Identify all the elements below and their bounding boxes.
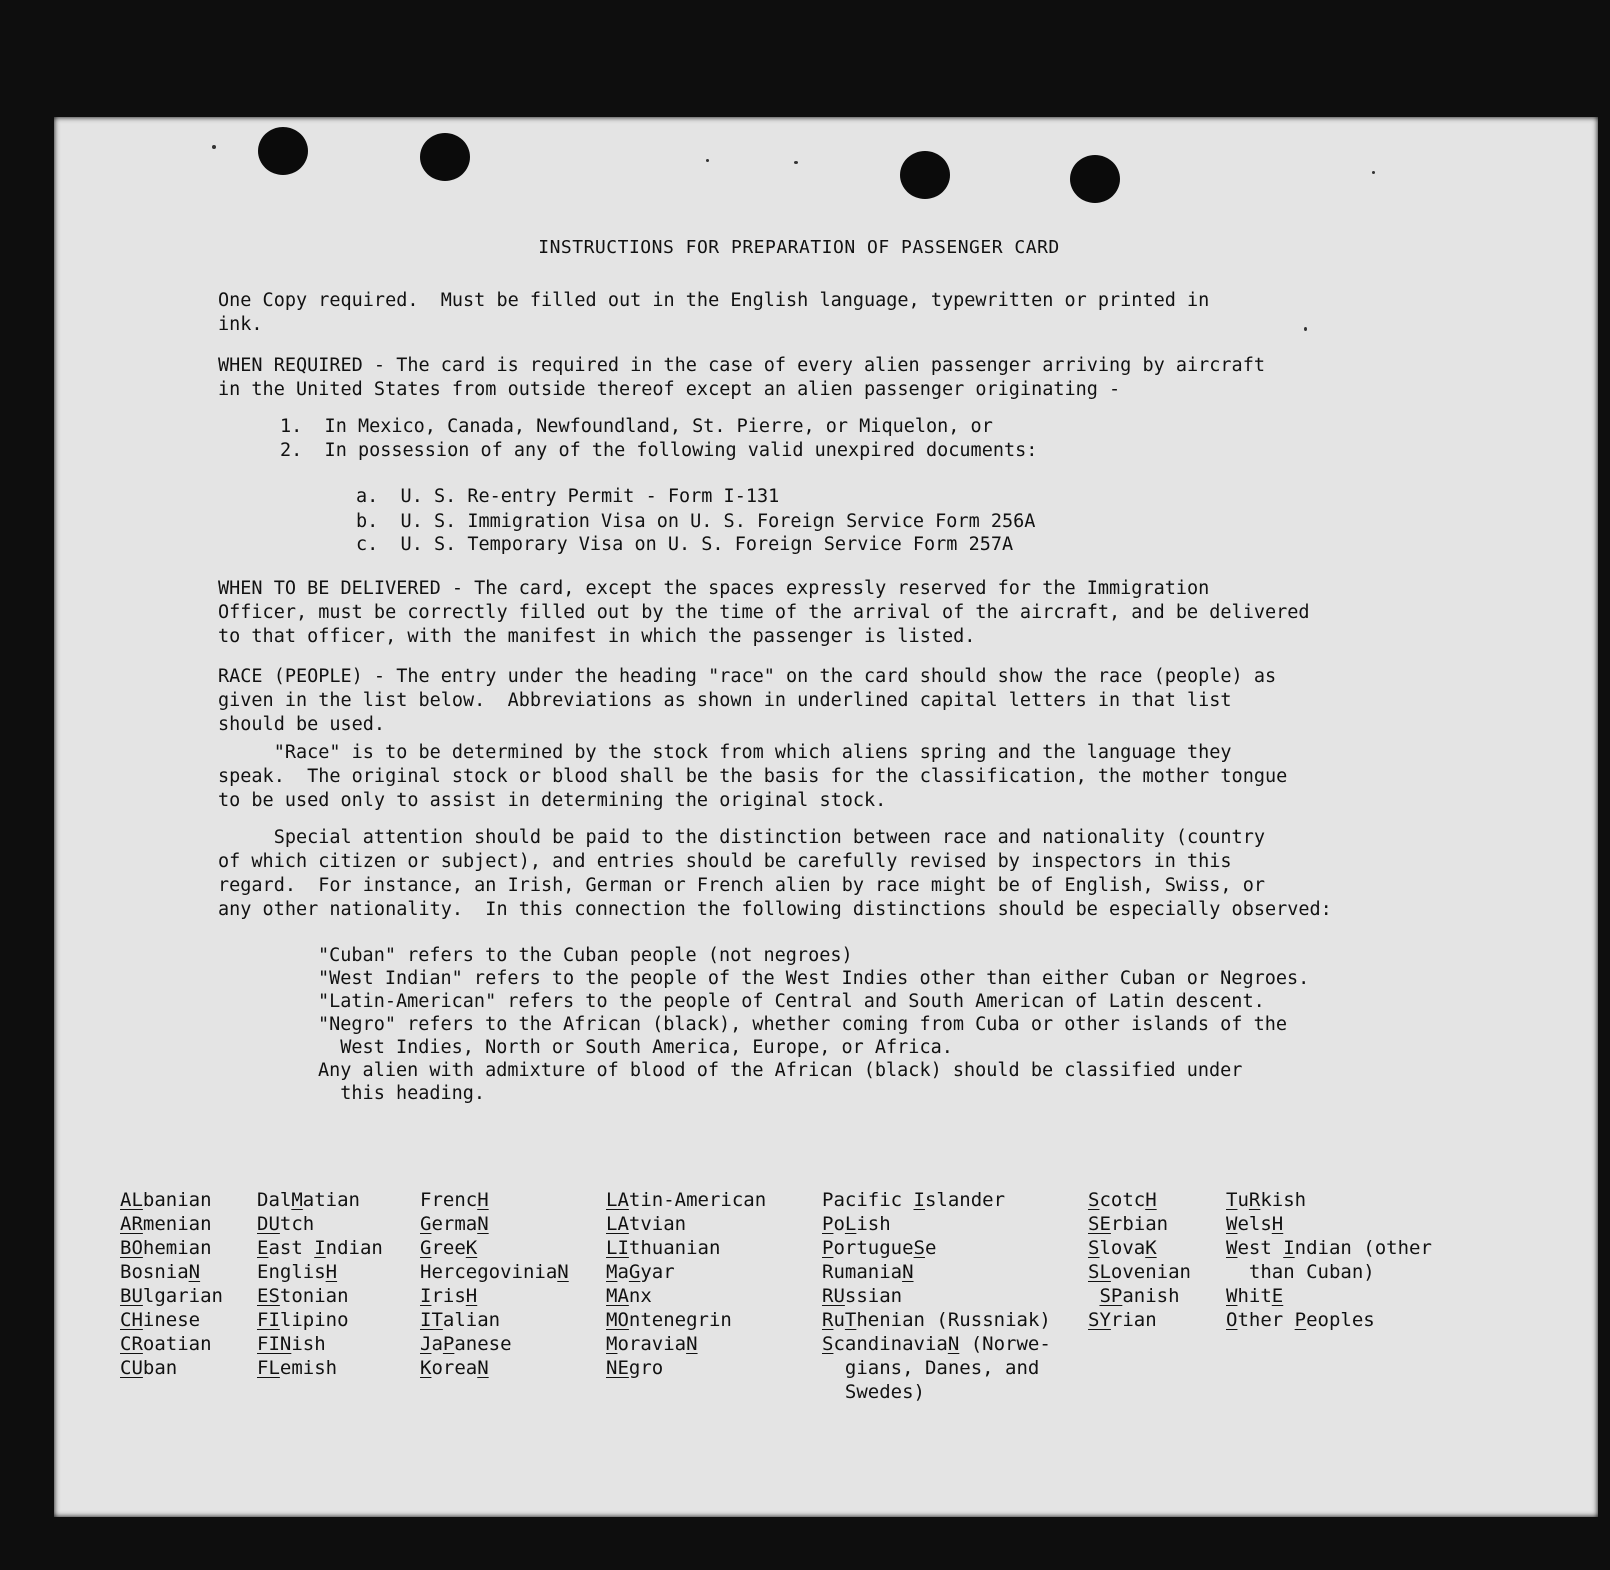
race-entry: MOntenegrin — [606, 1309, 732, 1331]
race-entry: WelsH — [1226, 1213, 1284, 1235]
race-entry: SErbian — [1088, 1213, 1169, 1235]
race-column — [822, 1188, 1051, 1404]
race-entry: West Indian (other — [1226, 1237, 1432, 1259]
race-entry: JaPanese — [420, 1333, 512, 1355]
race-entry: ScotcH — [1088, 1189, 1157, 1211]
race-entry: EStonian — [257, 1285, 349, 1307]
race-entry: ScandinaviaN (Norwe- — [822, 1333, 1051, 1355]
race-column — [120, 1188, 223, 1380]
race-paragraph: RACE (PEOPLE) - The entry under the heading "race" on the card should show the race (people) as given in the list below. Abbreviations as shown in underlined capital letters in that list should be used. — [218, 666, 1277, 735]
when-required-paragraph: WHEN REQUIRED - The card is required in the case of every alien passenger arriving by aircraft in the United States from outside thereof except an alien passenger originating - — [218, 355, 1265, 400]
race-entry: DalMatian — [257, 1189, 360, 1211]
document-item: a. U. S. Re-entry Permit - Form I-131 — [356, 486, 780, 507]
race-entry: ARmenian — [120, 1213, 212, 1235]
race-entry: TuRkish — [1226, 1189, 1307, 1211]
race-entry: MoraviaN — [606, 1333, 698, 1355]
punch-hole — [258, 127, 308, 175]
race-entry: ALbanian — [120, 1189, 212, 1211]
race-entry: RUssian — [822, 1285, 903, 1307]
race-entry: BOhemian — [120, 1237, 212, 1259]
race-entry: HercegoviniaN — [420, 1261, 569, 1283]
race-column — [1226, 1188, 1432, 1332]
punch-hole — [900, 151, 950, 199]
race-entry: KoreaN — [420, 1357, 489, 1379]
race-entry: CHinese — [120, 1309, 201, 1331]
race-entry: CUban — [120, 1357, 178, 1379]
race-entry: MaGyar — [606, 1261, 675, 1283]
race-entry: SYrian — [1088, 1309, 1157, 1331]
list-item: 1. In Mexico, Canada, Newfoundland, St. Pierre, or Miquelon, or — [280, 416, 993, 437]
distinctions-list: "Cuban" refers to the Cuban people (not negroes) "West Indian" refers to the people of the West Indies other than either Cuban or Negroes. "Latin-American" refers to the people of Central and South American of Latin descent. "Negro" refers to the African (black), whether coming from Cuba or other islands of the West Indies, North or South America, Europe, or Africa. Any alien with admixture of blood of the African (black) should be classified under this heading. — [318, 945, 1310, 1104]
document-item: b. U. S. Immigration Visa on U. S. Foreign Service Form 256A — [356, 511, 1036, 532]
race-entry: RumaniaN — [822, 1261, 914, 1283]
page-title: INSTRUCTIONS FOR PREPARATION OF PASSENGER CARD — [538, 237, 1060, 258]
race-column — [606, 1188, 766, 1380]
race-entry: NEgro — [606, 1357, 664, 1379]
race-entry: East Indian — [257, 1237, 383, 1259]
race-entry: ITalian — [420, 1309, 501, 1331]
race-column — [1088, 1188, 1191, 1332]
race-entry: BUlgarian — [120, 1285, 223, 1307]
race-entry: MAnx — [606, 1285, 652, 1307]
race-entry: LAtvian — [606, 1213, 687, 1235]
race-entry: gians, Danes, and — [822, 1357, 1040, 1379]
race-entry: FLemish — [257, 1357, 338, 1379]
race-entry: FrencH — [420, 1189, 489, 1211]
race-entry: RuThenian (Russniak) — [822, 1309, 1051, 1331]
race-entry: SPanish — [1099, 1285, 1180, 1307]
punch-hole — [420, 133, 470, 181]
document-page — [54, 117, 1598, 1517]
race-entry: SLovenian — [1088, 1261, 1191, 1283]
race-entry: IrisH — [420, 1285, 478, 1307]
when-delivered-paragraph: WHEN TO BE DELIVERED - The card, except the spaces expressly reserved for the Immigration Officer, must be correctly filled out by the time of the arrival of the aircraft, and be delivered to that officer, with the manifest in which the passenger is listed. — [218, 578, 1310, 647]
race-column — [420, 1188, 569, 1380]
list-item: 2. In possession of any of the following valid unexpired documents: — [280, 440, 1038, 461]
race-entry: FIlipino — [257, 1309, 349, 1331]
race-entry: BosniaN — [120, 1261, 201, 1283]
race-entry: LAtin-American — [606, 1189, 767, 1211]
race-entry: FINish — [257, 1333, 326, 1355]
race-definition-paragraph: "Race" is to be determined by the stock from which aliens spring and the language they speak. The original stock or blood shall be the basis for the classification, the mother tongue to be used only to assist in determining the original stock. — [218, 742, 1288, 811]
race-entry: Swedes) — [822, 1381, 925, 1403]
race-entry: GreeK — [420, 1237, 478, 1259]
race-entry: WhitE — [1226, 1285, 1284, 1307]
race-entry: Other Peoples — [1226, 1309, 1375, 1331]
special-attention-paragraph: Special attention should be paid to the distinction between race and nationality (country of which citizen or subject), and entries should be carefully revised by inspectors in this regard. For instance, an Irish, German or French alien by race might be of English, Swiss, or any other nationality. In this connection the following distinctions should be especially observed: — [218, 827, 1332, 920]
punch-hole — [1070, 155, 1120, 203]
document-item: c. U. S. Temporary Visa on U. S. Foreign Service Form 257A — [356, 534, 1014, 555]
race-entry: SlovaK — [1088, 1237, 1157, 1259]
race-entry: than Cuban) — [1226, 1261, 1375, 1283]
race-entry: DUtch — [257, 1213, 315, 1235]
race-entry: Pacific Islander — [822, 1189, 1006, 1211]
intro-paragraph: One Copy required. Must be filled out in the English language, typewritten or printed in ink. — [218, 290, 1210, 335]
race-entry: PortugueSe — [822, 1237, 937, 1259]
race-entry: GermaN — [420, 1213, 489, 1235]
race-entry: PoLish — [822, 1213, 891, 1235]
race-column — [257, 1188, 383, 1380]
race-entry: CRoatian — [120, 1333, 212, 1355]
race-entry: EnglisH — [257, 1261, 338, 1283]
race-entry: LIthuanian — [606, 1237, 721, 1259]
